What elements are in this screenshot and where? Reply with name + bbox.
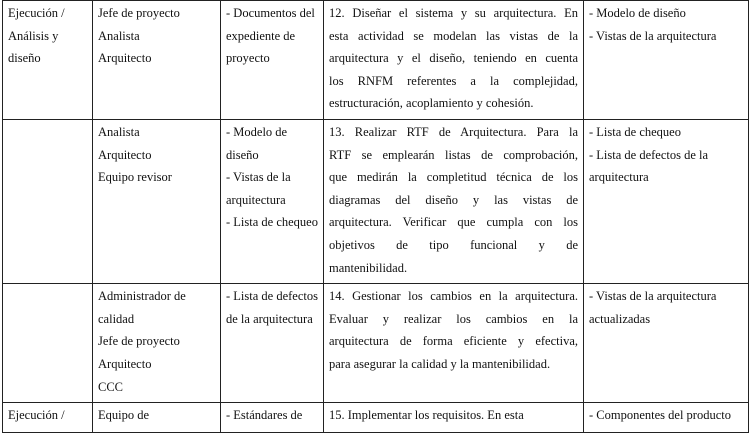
inputs-text-line: - Documentos del xyxy=(226,6,315,20)
outputs-text-line: arquitectura xyxy=(589,170,649,185)
table-row xyxy=(3,1,749,120)
roles-text-line: Equipo revisor xyxy=(98,170,172,185)
inputs-text-line: expediente de xyxy=(226,28,296,43)
table-row xyxy=(3,119,749,283)
activity-cell xyxy=(324,119,584,283)
roles-cell xyxy=(93,403,221,433)
outputs-text-line: - Vistas de la arquitectura xyxy=(589,28,717,43)
roles-text-line: Analista xyxy=(98,124,140,139)
inputs-cell xyxy=(221,1,324,120)
inputs-text-line: - Modelo de xyxy=(226,124,288,139)
activity-text-line: 12. Diseñar el sistema y su arquitectura. En xyxy=(329,6,578,20)
activity-text-line: arquitectura de forma eficiente y efectiva, xyxy=(329,334,578,349)
roles-text-line: Jefe de proyecto xyxy=(98,6,180,20)
roles-text-line: Jefe de proyecto xyxy=(98,334,180,349)
roles-text-line: CCC xyxy=(98,379,124,394)
inputs-text-line: - Lista de defectos xyxy=(226,289,318,304)
phase-cell xyxy=(3,284,93,403)
outputs-cell xyxy=(584,119,749,283)
outputs-text-line: - Lista de defectos de la xyxy=(589,147,709,162)
roles-cell xyxy=(93,1,221,120)
roles-text-line: Arquitecto xyxy=(98,147,152,162)
roles-text-line: Equipo de xyxy=(98,408,150,423)
activity-text-line: 13. Realizar RTF de Arquitectura. Para la xyxy=(329,124,578,139)
inputs-cell xyxy=(221,403,324,433)
outputs-text-line: actualizadas xyxy=(589,311,651,326)
activity-text-line: esta actividad se modelan las vistas de la xyxy=(329,28,578,43)
activity-text-line: Evaluar y realizar los cambios en la xyxy=(329,311,578,326)
phase-cell xyxy=(3,1,93,120)
phase-cell xyxy=(3,403,93,433)
roles-text-line: Arquitecto xyxy=(98,356,152,371)
outputs-cell xyxy=(584,284,749,403)
inputs-text-line: arquitectura xyxy=(226,192,286,207)
inputs-text-line: diseño xyxy=(226,147,259,162)
outputs-text-line: - Vistas de la arquitectura xyxy=(589,289,717,304)
phase-text-line: Análisis y xyxy=(8,28,59,43)
inputs-text-line: proyecto xyxy=(226,51,270,66)
activity-text-line: que medirán la completitud técnica de los xyxy=(329,170,578,185)
process-table xyxy=(2,0,749,433)
table-row xyxy=(3,284,749,403)
activity-text-line: 14. Gestionar los cambios en la arquitectura. xyxy=(329,289,578,304)
roles-text-line: calidad xyxy=(98,311,135,326)
outputs-text-line: - Lista de chequeo xyxy=(589,124,681,139)
activity-text-line: estructuración, acoplamiento y cohesión. xyxy=(329,96,534,111)
inputs-text-line: de la arquitectura xyxy=(226,311,313,326)
inputs-cell xyxy=(221,284,324,403)
inputs-text-line: - Vistas de la xyxy=(226,170,291,185)
roles-text-line: Analista xyxy=(98,28,140,43)
activity-text-line: diagramas del diseño y las vistas de xyxy=(329,192,578,207)
outputs-cell xyxy=(584,403,749,433)
phase-cell xyxy=(3,119,93,283)
roles-text-line: Administrador de xyxy=(98,289,186,304)
inputs-cell xyxy=(221,119,324,283)
activity-text-line: arquitectura. Verificar que cumpla con los xyxy=(329,215,578,230)
table-row xyxy=(3,403,749,433)
outputs-text-line: - Modelo de diseño xyxy=(589,6,686,20)
activity-cell xyxy=(324,1,584,120)
phase-text-line: Ejecución / xyxy=(8,6,65,20)
activity-text-line: los RNFM referentes a la complejidad, xyxy=(329,73,578,88)
activity-text-line: RTF se emplearán listas de comprobación, xyxy=(329,147,578,162)
activity-text-line: 15. Implementar los requisitos. En esta xyxy=(329,408,524,423)
activity-text-line: arquitectura y el diseño, teniendo en cuenta xyxy=(329,51,578,66)
process-table-body xyxy=(3,1,749,433)
roles-text-line: Arquitecto xyxy=(98,51,152,66)
activity-cell xyxy=(324,403,584,433)
activity-text-line: para asegurar la calidad y la mantenibilidad. xyxy=(329,356,551,371)
inputs-text-line: - Lista de chequeo xyxy=(226,215,318,230)
roles-cell xyxy=(93,284,221,403)
phase-text-line: Ejecución / xyxy=(8,408,65,423)
activity-text-line: mantenibilidad. xyxy=(329,260,408,275)
inputs-text-line: - Estándares de xyxy=(226,408,303,423)
activity-cell xyxy=(324,284,584,403)
roles-cell xyxy=(93,119,221,283)
phase-text-line: diseño xyxy=(8,51,41,66)
outputs-text-line: - Componentes del producto xyxy=(589,408,731,423)
outputs-cell xyxy=(584,1,749,120)
activity-text-line: objetivos de tipo funcional y de xyxy=(329,237,578,252)
